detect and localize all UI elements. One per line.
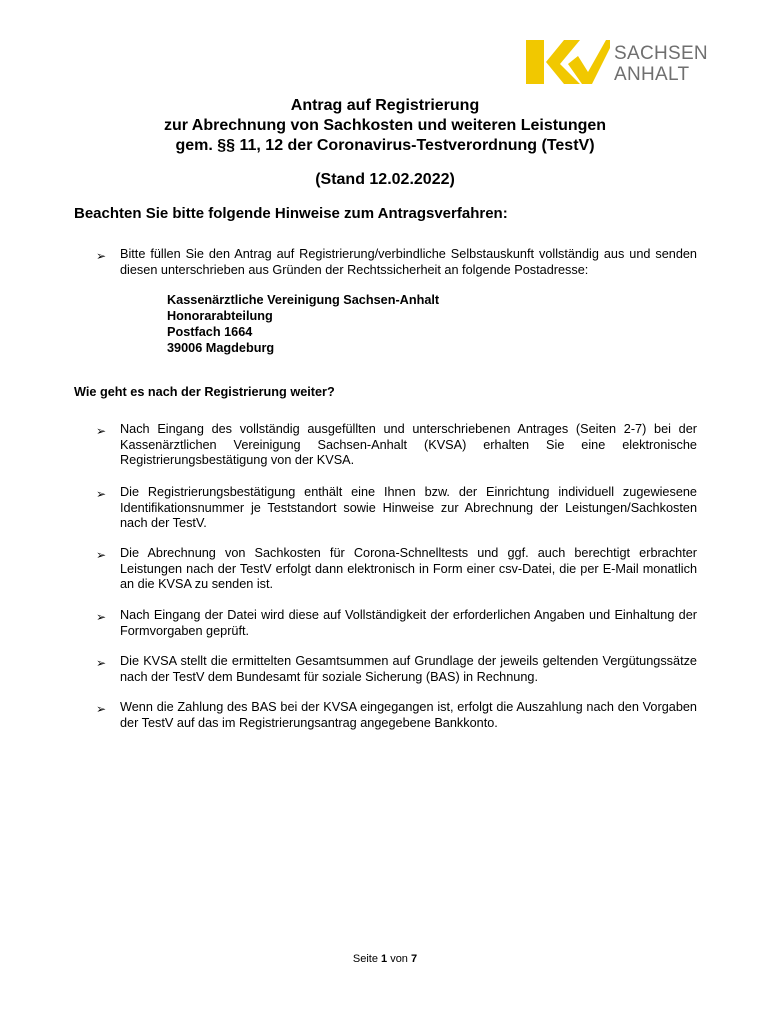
address-line-1: Kassenärztliche Vereinigung Sachsen-Anhalt bbox=[167, 293, 440, 307]
title-line-3: gem. §§ 11, 12 der Coronavirus-Testverordnung (TestV) bbox=[175, 137, 595, 154]
bullet-arrow-icon: ➢ bbox=[96, 702, 107, 716]
logo-line-1: SACHSEN bbox=[614, 43, 708, 64]
postal-address bbox=[167, 292, 439, 356]
footer-current-page: 1 bbox=[381, 953, 388, 965]
page-number bbox=[0, 953, 770, 965]
footer-total-pages: 7 bbox=[411, 953, 418, 965]
footer-von: von bbox=[390, 953, 408, 965]
step-text: Die Registrierungsbestätigung enthält eine Ihnen bzw. der Einrichtung individuell zugewiesene Identifikationsnummer je Teststandort sowie Hinweise zur Abrechnung der Leistungen/Sachkosten nach der TestV. bbox=[120, 485, 697, 530]
bullet-arrow-icon: ➢ bbox=[96, 249, 107, 263]
footer-seite: Seite bbox=[352, 953, 378, 965]
address-line-3: Postfach 1664 bbox=[167, 325, 253, 339]
step-text: Nach Eingang der Datei wird diese auf Vollständigkeit der erforderlichen Angaben und Einhaltung der Formvorgaben geprüft. bbox=[120, 608, 697, 638]
step-text: Die Abrechnung von Sachkosten für Corona-Schnelltests und ggf. auch berechtigt erbrachter Leistungen nach der TestV erfolgt dann elektronisch in Form einer csv-Datei, die per E-Mail monatlich an die KVSA zu senden ist. bbox=[120, 546, 697, 591]
logo-line-2: ANHALT bbox=[614, 64, 690, 85]
intro-bullet-text: Bitte füllen Sie den Antrag auf Registrierung/verbindliche Selbstauskunft vollständig aus und senden diesen unterschrieben aus Gründen der Rechtssicherheit an folgende Postadresse: bbox=[120, 247, 697, 277]
bullet-arrow-icon: ➢ bbox=[96, 610, 107, 624]
logo-text bbox=[614, 43, 708, 85]
bullet-arrow-icon: ➢ bbox=[96, 548, 107, 562]
weiter-heading: Wie geht es nach der Registrierung weiter? bbox=[74, 385, 335, 399]
step-text: Nach Eingang des vollständig ausgefüllten und unterschriebenen Antrages (Seiten 2-7) bei der Kassenärztlichen Vereinigung Sachsen-Anhalt (KVSA) erhalten Sie eine elektronische Registrierungsbestätigung von der KVSA. bbox=[120, 422, 697, 467]
bullet-arrow-icon: ➢ bbox=[96, 424, 107, 438]
stand-date: (Stand 12.02.2022) bbox=[315, 171, 455, 188]
hinweise-heading: Beachten Sie bitte folgende Hinweise zum Antragsverfahren: bbox=[74, 205, 508, 222]
sachsen-anhalt-logo bbox=[526, 38, 708, 88]
title-line-2: zur Abrechnung von Sachkosten und weiteren Leistungen bbox=[163, 117, 607, 134]
address-line-2: Honorarabteilung bbox=[167, 309, 273, 323]
bullet-arrow-icon: ➢ bbox=[96, 487, 107, 501]
step-text: Die KVSA stellt die ermittelten Gesamtsummen auf Grundlage der jeweils geltenden Vergütungssätze nach der TestV dem Bundesamt für soziale Sicherung (BAS) in Rechnung. bbox=[120, 654, 697, 684]
bullet-arrow-icon: ➢ bbox=[96, 656, 107, 670]
title-line-1: Antrag auf Registrierung bbox=[290, 97, 480, 114]
address-line-4: 39006 Magdeburg bbox=[167, 341, 275, 355]
step-text: Wenn die Zahlung des BAS bei der KVSA eingegangen ist, erfolgt die Auszahlung nach den Vorgaben der TestV auf das im Registrierungsantrag angegebene Bankkonto. bbox=[120, 700, 697, 730]
document-title bbox=[0, 96, 770, 156]
kv-logo-icon bbox=[526, 38, 610, 86]
